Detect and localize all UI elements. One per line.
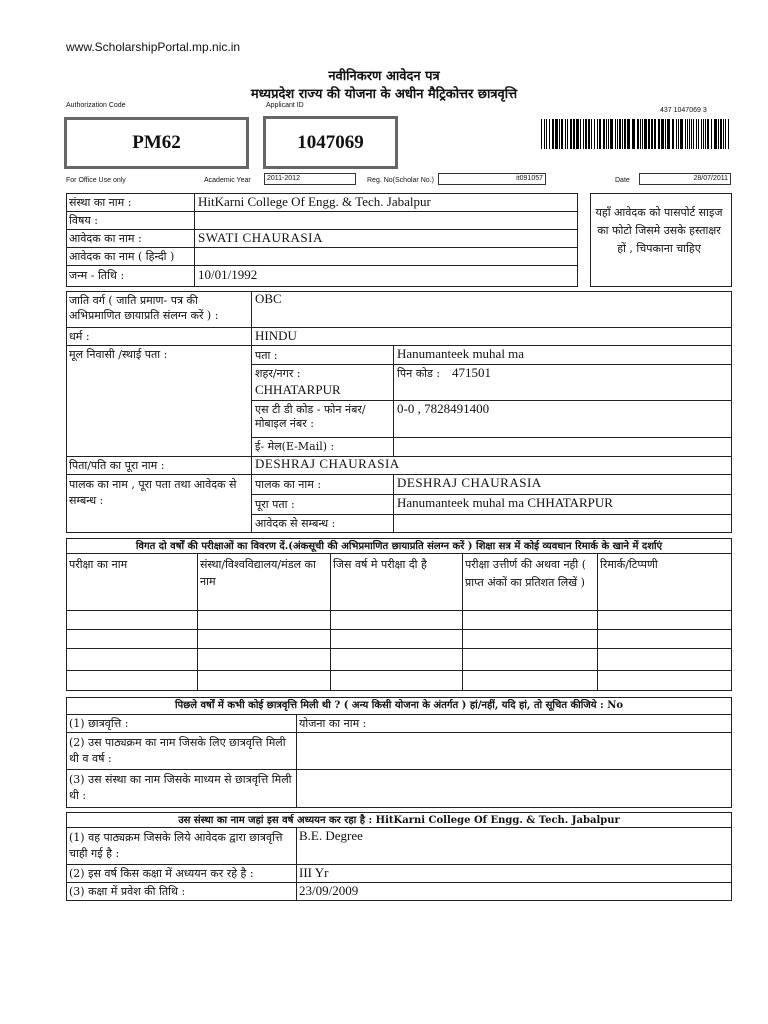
barcode-number: 437 1047069 3 <box>660 107 707 114</box>
address-label: मूल निवासी /स्थाई पता : <box>69 348 168 361</box>
father-name-label: पिता/पति का पूरा नाम : <box>69 459 165 472</box>
photo-placeholder-note: यहाँ आवेदक को पासपोर्ट साइज का फोटो जिसमे उसके हस्ताक्षर हों , चिपकाना चाहिए <box>595 206 723 255</box>
course-value: B.E. Degree <box>299 829 363 843</box>
email-label: ई- मेल(E-Mail) : <box>255 440 335 453</box>
admission-date-value: 23/09/2009 <box>299 884 359 898</box>
col-exam-year: जिस वर्ष मे परीक्षा दी है <box>333 558 427 571</box>
caste-value: OBC <box>255 292 282 306</box>
date-field: 28/07/2011 <box>639 173 731 185</box>
prev-course-label: (2) उस पाठ्यक्रम का नाम जिसके लिए छात्रवृत्ति मिली थी व वर्ष : <box>69 736 286 765</box>
site-url: www.ScholarshipPortal.mp.nic.in <box>66 40 241 54</box>
religion-label: धर्म : <box>69 330 90 343</box>
pin-value: 471501 <box>452 366 491 380</box>
address-value: Hanumanteek muhal ma <box>397 347 525 361</box>
academic-year-label: Academic Year <box>204 177 251 184</box>
col-remark: रिमार्क/टिप्पणी <box>600 558 658 571</box>
dob-value: 10/01/1992 <box>198 268 258 282</box>
col-exam-name: परीक्षा का नाम <box>69 558 128 571</box>
current-institution-heading: उस संस्था का नाम जहां इस वर्ष अध्ययन कर रहा है : HitKarni College Of Engg. & Tech. Jabalpur <box>178 815 620 826</box>
subject-label: विषय : <box>69 214 98 227</box>
phone-value: 0-0 , 7828491400 <box>397 402 490 416</box>
guardian-name-label: पालक का नाम : <box>255 478 322 491</box>
phone-label: एस टी डी कोड - फोन नंबर/मोबाइल नंबर : <box>255 403 366 430</box>
guardian-address-label: पूरा पता : <box>255 498 295 511</box>
scheme-name-label: योजना का नाम : <box>299 717 367 730</box>
authorization-code-label: Authorization Code <box>66 102 126 109</box>
applicant-name-label: आवेदक का नाम : <box>69 232 142 245</box>
religion-value: HINDU <box>255 329 297 343</box>
barcode <box>541 119 731 149</box>
prev-institution-label: (3) उस संस्था का नाम जिसके माध्यम से छात्रवृत्ति मिली थी : <box>69 773 292 802</box>
office-use-label: For Office Use only <box>66 177 126 184</box>
academic-year-field: 2011-2012 <box>264 173 356 185</box>
applicant-name-hindi-label: आवेदक का नाम ( हिन्दी ) <box>69 250 175 263</box>
authorization-code-box: PM62 <box>64 117 249 169</box>
form-title: नवीनिकरण आवेदन पत्र <box>328 69 440 84</box>
city-label: शहर/नगर : <box>255 367 301 380</box>
previous-scholarship-heading: पिछले वर्षों में कभी कोई छात्रवृत्ति मिली थी ? ( अन्य किसी योजना के अंतर्गत ) हां/नहीं, यदि हां, तो सूचित कीजिये : No <box>174 700 624 711</box>
guardian-label: पालक का नाम , पूरा पता तथा आवेदक से सम्बन्ध : <box>69 478 237 507</box>
pin-label: पिन कोड : <box>397 367 441 380</box>
reg-no-field: it091057 <box>438 173 546 185</box>
relation-label: आवेदक से सम्बन्ध : <box>255 517 336 530</box>
admission-date-label: (3) कक्षा में प्रवेश की तिथि : <box>69 885 186 898</box>
date-label: Date <box>615 177 630 184</box>
col-institution: संस्था/विश्वविद्यालय/मंडल का नाम <box>200 558 316 588</box>
applicant-name-value: SWATI CHAURASIA <box>198 231 323 245</box>
caste-label: जाति वर्ग ( जाति प्रमाण- पत्र की अभिप्रमाणित छायाप्रति संलग्न करें ) : <box>69 294 219 322</box>
guardian-name-value: DESHRAJ CHAURASIA <box>397 476 542 490</box>
current-class-label: (2) इस वर्ष किस कक्षा में अध्ययन कर रहे है : <box>69 867 254 880</box>
current-class-value: III Yr <box>299 866 329 880</box>
col-result: परीक्षा उत्तीर्ण की अथवा नही ( प्राप्त अंकों का प्रतिशत लिखें ) <box>465 558 587 589</box>
city-value: CHHATARPUR <box>255 383 341 397</box>
institution-label: संस्था का नाम : <box>69 196 132 209</box>
applicant-id-label: Applicant ID <box>266 102 304 109</box>
institution-value: HitKarni College Of Engg. & Tech. Jabalpur <box>198 195 431 209</box>
form-subtitle: मध्यप्रदेश राज्य की योजना के अधीन मैट्रिकोत्तर छात्रवृत्ति <box>250 87 518 102</box>
scholarship-label: (1) छात्रवृत्ति : <box>69 717 129 730</box>
exam-history-heading: विगत दो वर्षों की परीक्षाओं का विवरण दें.(अंकसूची की अभिप्रमाणित छायाप्रति संलग्न करें ) शिक्षा सत्र में कोई व्यवधान रिमार्क के खाने में दर्शाएं <box>135 541 663 552</box>
guardian-address-value: Hanumanteek muhal ma CHHATARPUR <box>397 496 613 510</box>
dob-label: जन्म - तिथि : <box>69 269 125 282</box>
reg-no-label: Reg. No(Scholar No.) <box>367 177 434 184</box>
applicant-id-box: 1047069 <box>263 116 398 169</box>
father-name-value: DESHRAJ CHAURASIA <box>255 457 400 471</box>
address-field-label: पता : <box>255 349 278 362</box>
course-label: (1) वह पाठ्यक्रम जिसके लिये आवेदक द्वारा छात्रवृत्ति चाही गई है : <box>69 831 283 860</box>
